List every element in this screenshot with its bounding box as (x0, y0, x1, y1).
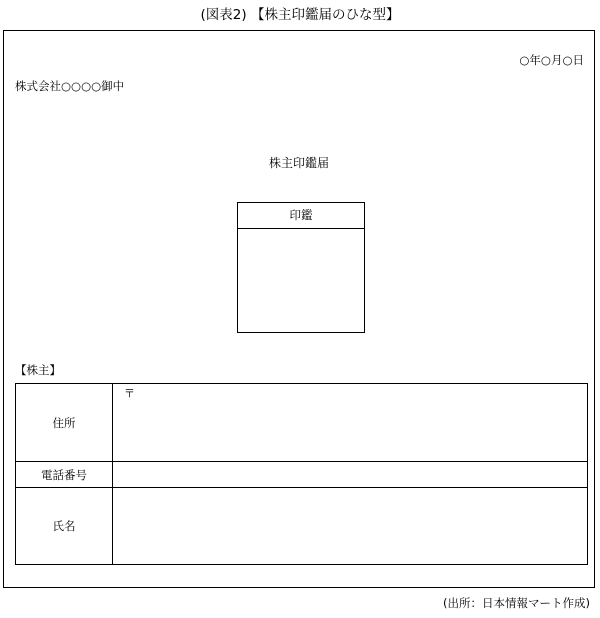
phone-row (16, 462, 588, 488)
phone-field (113, 462, 588, 488)
name-label: 氏名 (16, 488, 113, 565)
name-row (16, 488, 588, 565)
source-note: (出所：日本情報マート作成) (443, 596, 590, 610)
address-label: 住所 (16, 384, 113, 462)
addressee-line: 株式会社○○○○御中 (15, 79, 125, 93)
document-title: 株主印鑑届 (268, 156, 329, 170)
seal-box (237, 202, 365, 333)
name-field (113, 488, 588, 565)
address-row (16, 384, 588, 462)
shareholder-heading: 【株主】 (15, 363, 61, 377)
address-field (113, 384, 588, 462)
date-line: ○年○月○日 (519, 53, 584, 67)
figure-title: (図表2) 【株主印鑑届のひな型】 (200, 7, 400, 23)
shareholder-info-table (15, 383, 588, 565)
postal-mark: 〒 (124, 387, 135, 400)
phone-label: 電話番号 (16, 462, 113, 488)
form-frame (3, 30, 595, 588)
seal-label: 印鑑 (238, 203, 364, 229)
